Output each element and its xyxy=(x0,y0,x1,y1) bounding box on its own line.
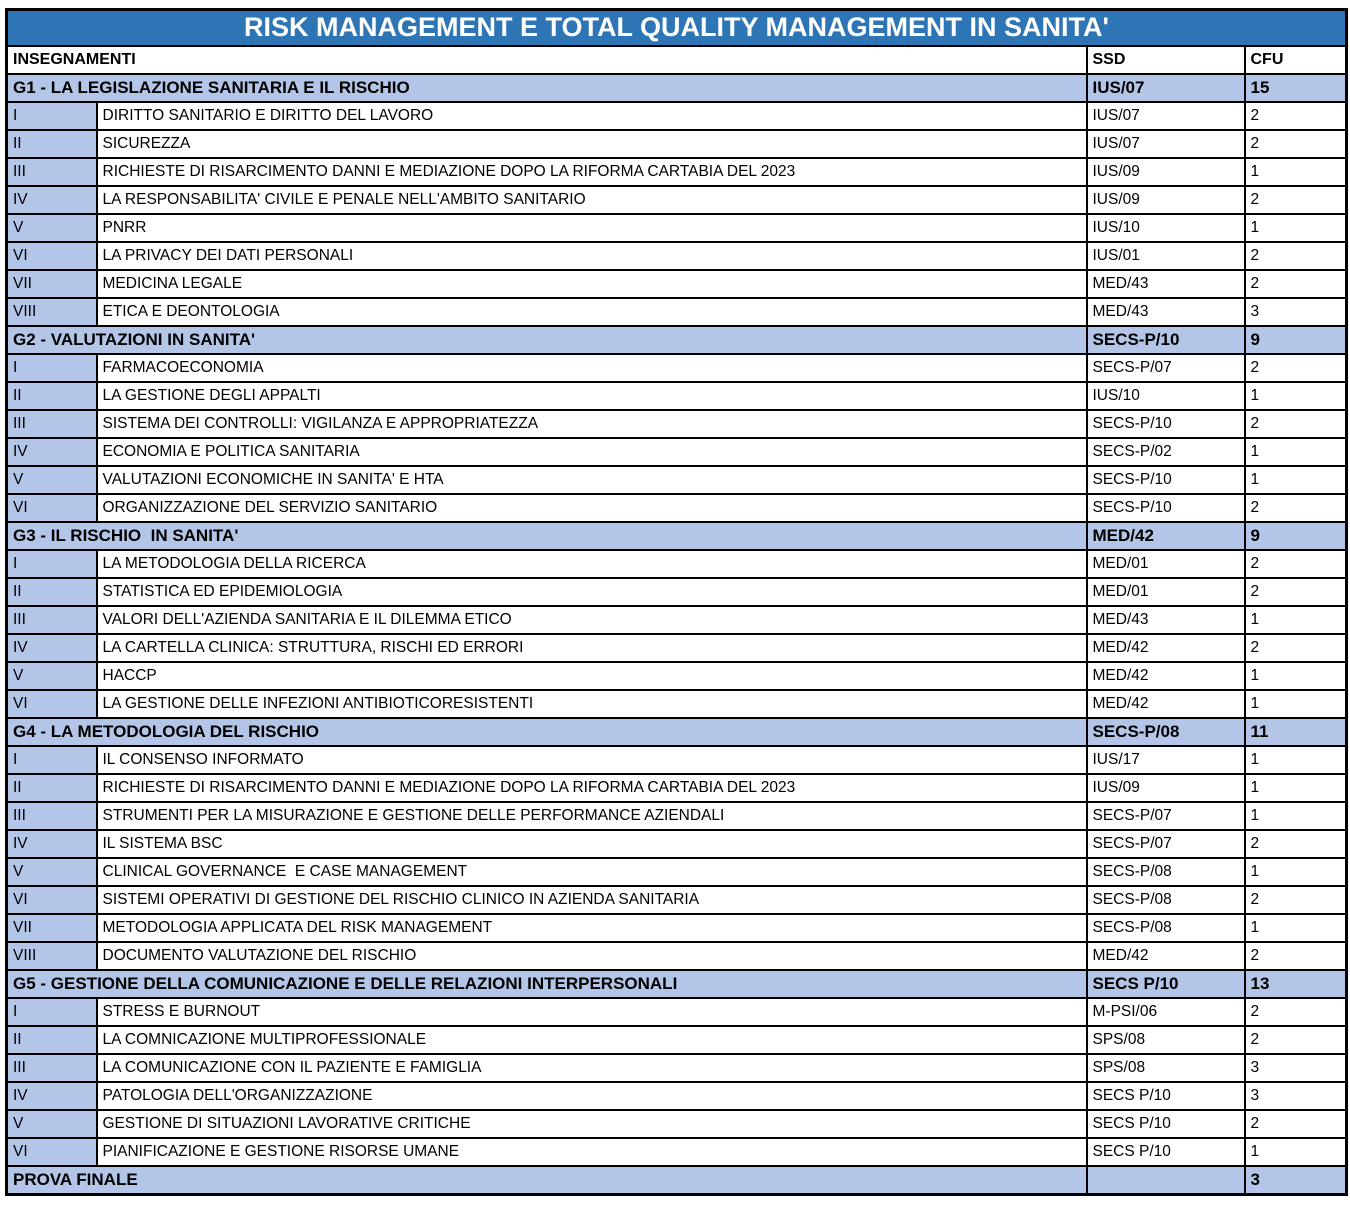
course-row xyxy=(7,1082,1347,1110)
course-ssd: SECS P/10 xyxy=(1087,1138,1245,1166)
group-cfu: 15 xyxy=(1245,74,1347,102)
course-title: LA COMUNICAZIONE CON IL PAZIENTE E FAMIGLIA xyxy=(97,1054,1087,1082)
course-number: I xyxy=(7,746,97,774)
course-number: VIII xyxy=(7,298,97,326)
course-ssd: SECS-P/02 xyxy=(1087,438,1245,466)
course-number: III xyxy=(7,158,97,186)
course-title: IL CONSENSO INFORMATO xyxy=(97,746,1087,774)
course-title: FARMACOECONOMIA xyxy=(97,354,1087,382)
course-ssd: M-PSI/06 xyxy=(1087,998,1245,1026)
course-number: IV xyxy=(7,1082,97,1110)
course-row xyxy=(7,746,1347,774)
course-ssd: SECS-P/10 xyxy=(1087,410,1245,438)
course-number: IV xyxy=(7,186,97,214)
course-row xyxy=(7,270,1347,298)
course-row xyxy=(7,802,1347,830)
course-row xyxy=(7,410,1347,438)
course-number: VII xyxy=(7,914,97,942)
course-ssd: MED/43 xyxy=(1087,298,1245,326)
course-cfu: 1 xyxy=(1245,802,1347,830)
course-ssd: MED/42 xyxy=(1087,942,1245,970)
course-row xyxy=(7,1138,1347,1166)
course-cfu: 2 xyxy=(1245,494,1347,522)
final-exam-ssd xyxy=(1087,1166,1245,1195)
course-number: V xyxy=(7,662,97,690)
course-title: LA CARTELLA CLINICA: STRUTTURA, RISCHI ED ERRORI xyxy=(97,634,1087,662)
course-row xyxy=(7,942,1347,970)
course-title: MEDICINA LEGALE xyxy=(97,270,1087,298)
course-title: LA COMNICAZIONE MULTIPROFESSIONALE xyxy=(97,1026,1087,1054)
course-cfu: 2 xyxy=(1245,1026,1347,1054)
course-ssd: SECS P/10 xyxy=(1087,1110,1245,1138)
course-row xyxy=(7,438,1347,466)
course-cfu: 2 xyxy=(1245,270,1347,298)
course-row xyxy=(7,774,1347,802)
course-cfu: 1 xyxy=(1245,438,1347,466)
course-ssd: MED/42 xyxy=(1087,662,1245,690)
course-number: II xyxy=(7,578,97,606)
course-number: III xyxy=(7,1054,97,1082)
course-title: SICUREZZA xyxy=(97,130,1087,158)
course-ssd: SECS-P/10 xyxy=(1087,466,1245,494)
course-row xyxy=(7,242,1347,270)
course-cfu: 3 xyxy=(1245,1054,1347,1082)
course-ssd: SPS/08 xyxy=(1087,1026,1245,1054)
course-row xyxy=(7,214,1347,242)
course-cfu: 2 xyxy=(1245,102,1347,130)
final-exam-cfu: 3 xyxy=(1245,1166,1347,1195)
group-label: G3 - IL RISCHIO IN SANITA' xyxy=(7,522,1087,550)
course-title: LA GESTIONE DEGLI APPALTI xyxy=(97,382,1087,410)
course-title: CLINICAL GOVERNANCE E CASE MANAGEMENT xyxy=(97,858,1087,886)
course-number: I xyxy=(7,102,97,130)
course-row xyxy=(7,102,1347,130)
course-ssd: IUS/10 xyxy=(1087,382,1245,410)
group-ssd: MED/42 xyxy=(1087,522,1245,550)
course-ssd: IUS/17 xyxy=(1087,746,1245,774)
course-ssd: IUS/09 xyxy=(1087,158,1245,186)
course-table xyxy=(5,8,1348,1196)
course-cfu: 1 xyxy=(1245,466,1347,494)
course-number: II xyxy=(7,130,97,158)
group-label: G2 - VALUTAZIONI IN SANITA' xyxy=(7,326,1087,354)
course-ssd: MED/01 xyxy=(1087,578,1245,606)
course-ssd: SECS-P/10 xyxy=(1087,494,1245,522)
course-ssd: SECS-P/07 xyxy=(1087,830,1245,858)
course-cfu: 3 xyxy=(1245,298,1347,326)
course-number: IV xyxy=(7,830,97,858)
course-ssd: MED/42 xyxy=(1087,690,1245,718)
course-cfu: 1 xyxy=(1245,214,1347,242)
group-ssd: SECS P/10 xyxy=(1087,970,1245,998)
course-number: III xyxy=(7,410,97,438)
course-ssd: IUS/01 xyxy=(1087,242,1245,270)
course-title: SISTEMA DEI CONTROLLI: VIGILANZA E APPROPRIATEZZA xyxy=(97,410,1087,438)
course-number: V xyxy=(7,858,97,886)
group-cfu: 9 xyxy=(1245,326,1347,354)
course-cfu: 1 xyxy=(1245,914,1347,942)
course-number: VIII xyxy=(7,942,97,970)
column-header-cfu: CFU xyxy=(1245,46,1347,74)
course-number: I xyxy=(7,550,97,578)
course-ssd: IUS/09 xyxy=(1087,186,1245,214)
group-cfu: 11 xyxy=(1245,718,1347,746)
course-ssd: SECS-P/08 xyxy=(1087,858,1245,886)
course-title: GESTIONE DI SITUAZIONI LAVORATIVE CRITICHE xyxy=(97,1110,1087,1138)
course-row xyxy=(7,550,1347,578)
course-title: ECONOMIA E POLITICA SANITARIA xyxy=(97,438,1087,466)
course-title: RICHIESTE DI RISARCIMENTO DANNI E MEDIAZIONE DOPO LA RIFORMA CARTABIA DEL 2023 xyxy=(97,158,1087,186)
course-row xyxy=(7,578,1347,606)
course-title: VALUTAZIONI ECONOMICHE IN SANITA' E HTA xyxy=(97,466,1087,494)
course-cfu: 3 xyxy=(1245,1082,1347,1110)
course-ssd: MED/01 xyxy=(1087,550,1245,578)
course-row xyxy=(7,494,1347,522)
course-ssd: SECS-P/07 xyxy=(1087,802,1245,830)
course-number: VI xyxy=(7,886,97,914)
course-number: V xyxy=(7,214,97,242)
course-title: LA RESPONSABILITA' CIVILE E PENALE NELL'AMBITO SANITARIO xyxy=(97,186,1087,214)
group-header-row xyxy=(7,522,1347,550)
course-number: I xyxy=(7,354,97,382)
course-row xyxy=(7,298,1347,326)
group-cfu: 13 xyxy=(1245,970,1347,998)
course-ssd: MED/42 xyxy=(1087,634,1245,662)
course-cfu: 2 xyxy=(1245,186,1347,214)
course-number: III xyxy=(7,802,97,830)
course-cfu: 2 xyxy=(1245,830,1347,858)
course-row xyxy=(7,1054,1347,1082)
course-number: IV xyxy=(7,438,97,466)
course-row xyxy=(7,354,1347,382)
group-label: G1 - LA LEGISLAZIONE SANITARIA E IL RISCHIO xyxy=(7,74,1087,102)
course-ssd: SECS-P/08 xyxy=(1087,914,1245,942)
course-row xyxy=(7,158,1347,186)
course-title: ETICA E DEONTOLOGIA xyxy=(97,298,1087,326)
course-number: VI xyxy=(7,494,97,522)
course-ssd: IUS/09 xyxy=(1087,774,1245,802)
course-row xyxy=(7,130,1347,158)
course-number: II xyxy=(7,774,97,802)
course-number: VII xyxy=(7,270,97,298)
course-cfu: 2 xyxy=(1245,1110,1347,1138)
course-title: STATISTICA ED EPIDEMIOLOGIA xyxy=(97,578,1087,606)
course-cfu: 2 xyxy=(1245,886,1347,914)
course-row xyxy=(7,1026,1347,1054)
course-number: I xyxy=(7,998,97,1026)
course-title: LA PRIVACY DEI DATI PERSONALI xyxy=(97,242,1087,270)
course-row xyxy=(7,382,1347,410)
course-cfu: 2 xyxy=(1245,550,1347,578)
title-row xyxy=(7,10,1347,47)
group-header-row xyxy=(7,326,1347,354)
group-header-row xyxy=(7,718,1347,746)
group-header-row xyxy=(7,970,1347,998)
course-cfu: 2 xyxy=(1245,942,1347,970)
course-title: PNRR xyxy=(97,214,1087,242)
group-ssd: SECS-P/08 xyxy=(1087,718,1245,746)
group-label: G4 - LA METODOLOGIA DEL RISCHIO xyxy=(7,718,1087,746)
course-number: VI xyxy=(7,242,97,270)
course-row xyxy=(7,186,1347,214)
column-header-ssd: SSD xyxy=(1087,46,1245,74)
course-cfu: 1 xyxy=(1245,774,1347,802)
course-row xyxy=(7,690,1347,718)
course-title: LA METODOLOGIA DELLA RICERCA xyxy=(97,550,1087,578)
course-cfu: 1 xyxy=(1245,382,1347,410)
page-title: RISK MANAGEMENT E TOTAL QUALITY MANAGEMENT IN SANITA' xyxy=(7,10,1347,47)
course-title: SISTEMI OPERATIVI DI GESTIONE DEL RISCHIO CLINICO IN AZIENDA SANITARIA xyxy=(97,886,1087,914)
course-ssd: MED/43 xyxy=(1087,606,1245,634)
course-number: VI xyxy=(7,690,97,718)
course-title: METODOLOGIA APPLICATA DEL RISK MANAGEMENT xyxy=(97,914,1087,942)
course-title: DIRITTO SANITARIO E DIRITTO DEL LAVORO xyxy=(97,102,1087,130)
course-cfu: 2 xyxy=(1245,354,1347,382)
course-row xyxy=(7,466,1347,494)
course-title: PIANIFICAZIONE E GESTIONE RISORSE UMANE xyxy=(97,1138,1087,1166)
course-title: IL SISTEMA BSC xyxy=(97,830,1087,858)
course-row xyxy=(7,830,1347,858)
group-cfu: 9 xyxy=(1245,522,1347,550)
course-ssd: MED/43 xyxy=(1087,270,1245,298)
course-ssd: SPS/08 xyxy=(1087,1054,1245,1082)
course-cfu: 2 xyxy=(1245,410,1347,438)
course-row xyxy=(7,998,1347,1026)
course-title: RICHIESTE DI RISARCIMENTO DANNI E MEDIAZIONE DOPO LA RIFORMA CARTABIA DEL 2023 xyxy=(97,774,1087,802)
course-cfu: 2 xyxy=(1245,130,1347,158)
course-cfu: 2 xyxy=(1245,242,1347,270)
course-number: IV xyxy=(7,634,97,662)
course-row xyxy=(7,914,1347,942)
course-row xyxy=(7,606,1347,634)
course-cfu: 1 xyxy=(1245,606,1347,634)
course-number: V xyxy=(7,466,97,494)
course-row xyxy=(7,1110,1347,1138)
course-cfu: 1 xyxy=(1245,858,1347,886)
course-title: HACCP xyxy=(97,662,1087,690)
course-cfu: 2 xyxy=(1245,634,1347,662)
course-cfu: 1 xyxy=(1245,746,1347,774)
group-label: G5 - GESTIONE DELLA COMUNICAZIONE E DELLE RELAZIONI INTERPERSONALI xyxy=(7,970,1087,998)
course-row xyxy=(7,634,1347,662)
course-number: V xyxy=(7,1110,97,1138)
course-cfu: 1 xyxy=(1245,690,1347,718)
column-header-row xyxy=(7,46,1347,74)
course-row xyxy=(7,886,1347,914)
course-ssd: SECS-P/08 xyxy=(1087,886,1245,914)
course-row xyxy=(7,662,1347,690)
final-exam-row xyxy=(7,1166,1347,1195)
course-title: STRESS E BURNOUT xyxy=(97,998,1087,1026)
course-number: III xyxy=(7,606,97,634)
course-title: VALORI DELL'AZIENDA SANITARIA E IL DILEMMA ETICO xyxy=(97,606,1087,634)
course-ssd: SECS P/10 xyxy=(1087,1082,1245,1110)
course-cfu: 2 xyxy=(1245,578,1347,606)
course-ssd: IUS/10 xyxy=(1087,214,1245,242)
course-cfu: 1 xyxy=(1245,158,1347,186)
group-ssd: SECS-P/10 xyxy=(1087,326,1245,354)
column-header-insegnamenti: INSEGNAMENTI xyxy=(7,46,1087,74)
course-number: II xyxy=(7,1026,97,1054)
course-ssd: IUS/07 xyxy=(1087,102,1245,130)
course-number: VI xyxy=(7,1138,97,1166)
course-cfu: 1 xyxy=(1245,662,1347,690)
course-cfu: 1 xyxy=(1245,1138,1347,1166)
course-number: II xyxy=(7,382,97,410)
course-title: STRUMENTI PER LA MISURAZIONE E GESTIONE DELLE PERFORMANCE AZIENDALI xyxy=(97,802,1087,830)
course-title: DOCUMENTO VALUTAZIONE DEL RISCHIO xyxy=(97,942,1087,970)
course-title: ORGANIZZAZIONE DEL SERVIZIO SANITARIO xyxy=(97,494,1087,522)
course-cfu: 2 xyxy=(1245,998,1347,1026)
course-title: PATOLOGIA DELL'ORGANIZZAZIONE xyxy=(97,1082,1087,1110)
course-ssd: SECS-P/07 xyxy=(1087,354,1245,382)
course-title: LA GESTIONE DELLE INFEZIONI ANTIBIOTICORESISTENTI xyxy=(97,690,1087,718)
group-header-row xyxy=(7,74,1347,102)
course-row xyxy=(7,858,1347,886)
final-exam-label: PROVA FINALE xyxy=(7,1166,1087,1195)
course-ssd: IUS/07 xyxy=(1087,130,1245,158)
group-ssd: IUS/07 xyxy=(1087,74,1245,102)
